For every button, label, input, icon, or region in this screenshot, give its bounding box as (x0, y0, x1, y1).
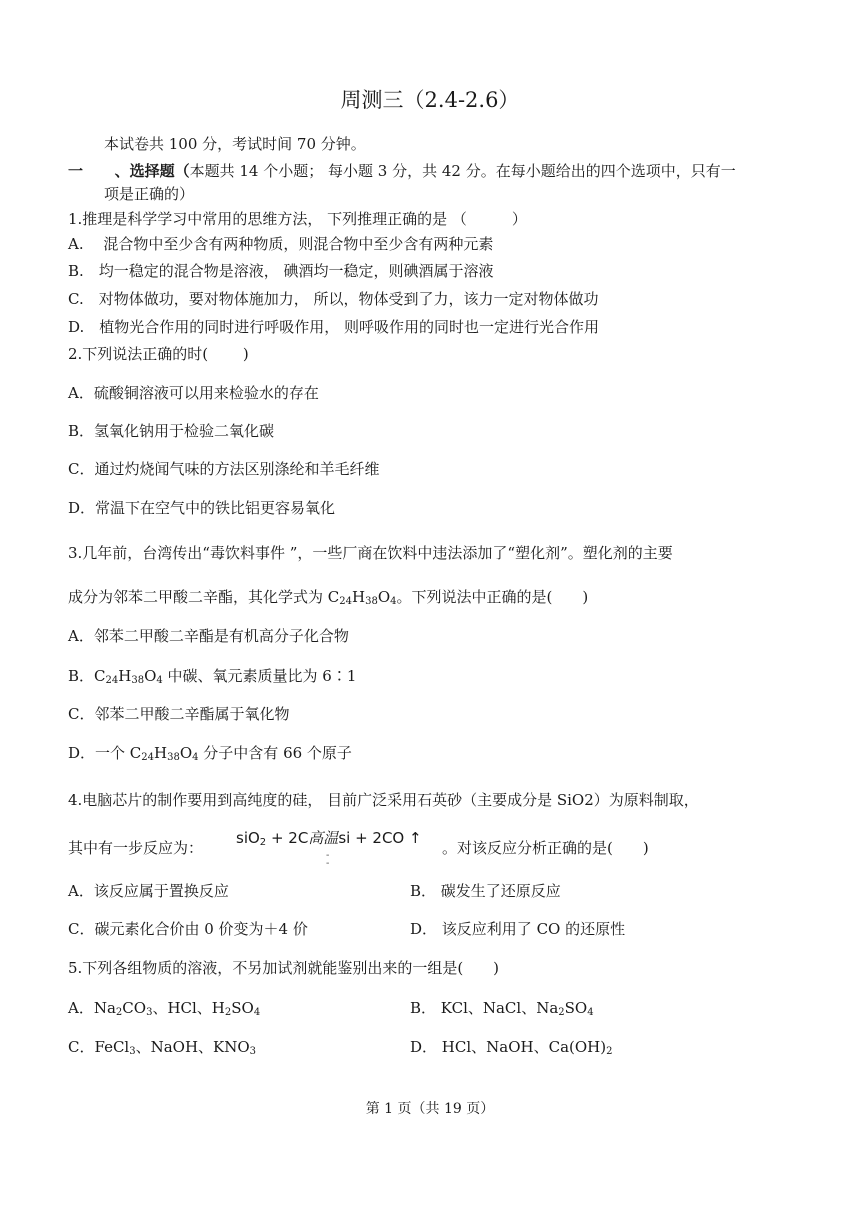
q4-reaction-equation: siO$_2$ + 2C高温si + 2CO ↑ (236, 829, 422, 848)
section-1-label: 、选择题（ (114, 162, 190, 180)
q2-option-c: C．通过灼烧闻气味的方法区别涤纶和羊毛纤维 (68, 460, 380, 478)
q4-option-c: C．碳元素化合价由 0 价变为＋4 价 (68, 920, 308, 938)
section-1-number: 一 (68, 162, 84, 180)
section-1-desc-line1: 本题共 14 个小题； 每小题 3 分，共 42 分。在每小题给出的四个选项中，只有一 (189, 162, 736, 180)
q5-option-c: C．FeCl$_3$、NaOH、$KNO_3$ (68, 1038, 257, 1057)
q5-option-d: D． HCl、NaOH、$Ca(OH)_2$ (410, 1038, 613, 1057)
q4-option-d: D． 该反应利用了 CO 的还原性 (410, 920, 626, 938)
page-footer: 第 1 页（共 19 页） (365, 1101, 495, 1117)
q4-stem-line1: 4.电脑芯片的制作要用到高纯度的硅， 目前广泛采用石英砂（主要成分是 SiO2）为原料制取， (68, 791, 699, 809)
q3-option-d: D．一个 $C_{24}H_{38}O_4$ 分子中含有 66 个原子 (68, 744, 352, 763)
q1-stem: 1.推理是科学学习中常用的思维方法， 下列推理正确的是 （ ） (68, 210, 527, 228)
q1-option-b: B. 均一稳定的混合物是溶液， 碘酒均一稳定，则碘酒属于溶液 (68, 262, 494, 280)
page-title: 周测三（2.4-2.6） (340, 88, 520, 112)
section-1-desc-line2: 项是正确的） (104, 185, 195, 203)
q2-option-d: D．常温下在空气中的铁比铝更容易氧化 (68, 499, 336, 517)
q5-option-a: A．$Na_2CO_3$、HCl、$H_2SO_4$ (68, 999, 261, 1018)
q5-stem: 5.下列各组物质的溶液，不另加试剂就能鉴别出来的一组是( ) (68, 959, 500, 977)
q3-option-b: B．$C_{24}H_{38}O_4$ 中碳、氧元素质量比为 6∶1 (68, 667, 357, 686)
reaction-condition: 高温 (308, 829, 339, 847)
q1-option-c: C. 对物体做功，要对物体施加力， 所以，物体受到了力，该力一定对物体做功 (68, 290, 599, 308)
q2-stem: 2.下列说法正确的时( ) (68, 345, 249, 363)
section-1-heading (68, 161, 736, 181)
exam-intro: 本试卷共 100 分，考试时间 70 分钟。 (104, 135, 366, 153)
q2-option-a: A．硫酸铜溶液可以用来检验水的存在 (68, 384, 319, 402)
q5-option-b: B． KCl、NaCl、$Na_2SO_4$ (410, 999, 594, 1018)
q4-option-a: A．该反应属于置换反应 (68, 882, 229, 900)
q1-option-a: A. 混合物中至少含有两种物质，则混合物中至少含有两种元素 (68, 235, 494, 253)
q4-option-b: B． 碳发生了还原反应 (410, 882, 561, 900)
q4-stem-suffix: 。对该反应分析正确的是( ) (442, 839, 649, 857)
q2-option-b: B．氢氧化钠用于检验二氧化碳 (68, 422, 275, 440)
q3-option-a: A．邻苯二甲酸二辛酯是有机高分子化合物 (68, 627, 349, 645)
q1-option-d: D. 植物光合作用的同时进行呼吸作用， 则呼吸作用的同时也一定进行光合作用 (68, 318, 600, 336)
q3-stem-line1: 3.几年前，台湾传出“毒饮料事件 ”，一些厂商在饮料中违法添加了“塑化剂”。塑化剂的主要 (68, 544, 673, 562)
q4-stem-prefix: 其中有一步反应为： (68, 839, 204, 857)
q3-stem-line2: 成分为邻苯二甲酸二辛酯，其化学式为 $C_{24}H_{38}O_4$。下列说法中正确的是( ) (68, 588, 589, 607)
equation-marks: - - (326, 850, 330, 869)
q3-option-c: C．邻苯二甲酸二辛酯属于氧化物 (68, 705, 290, 723)
